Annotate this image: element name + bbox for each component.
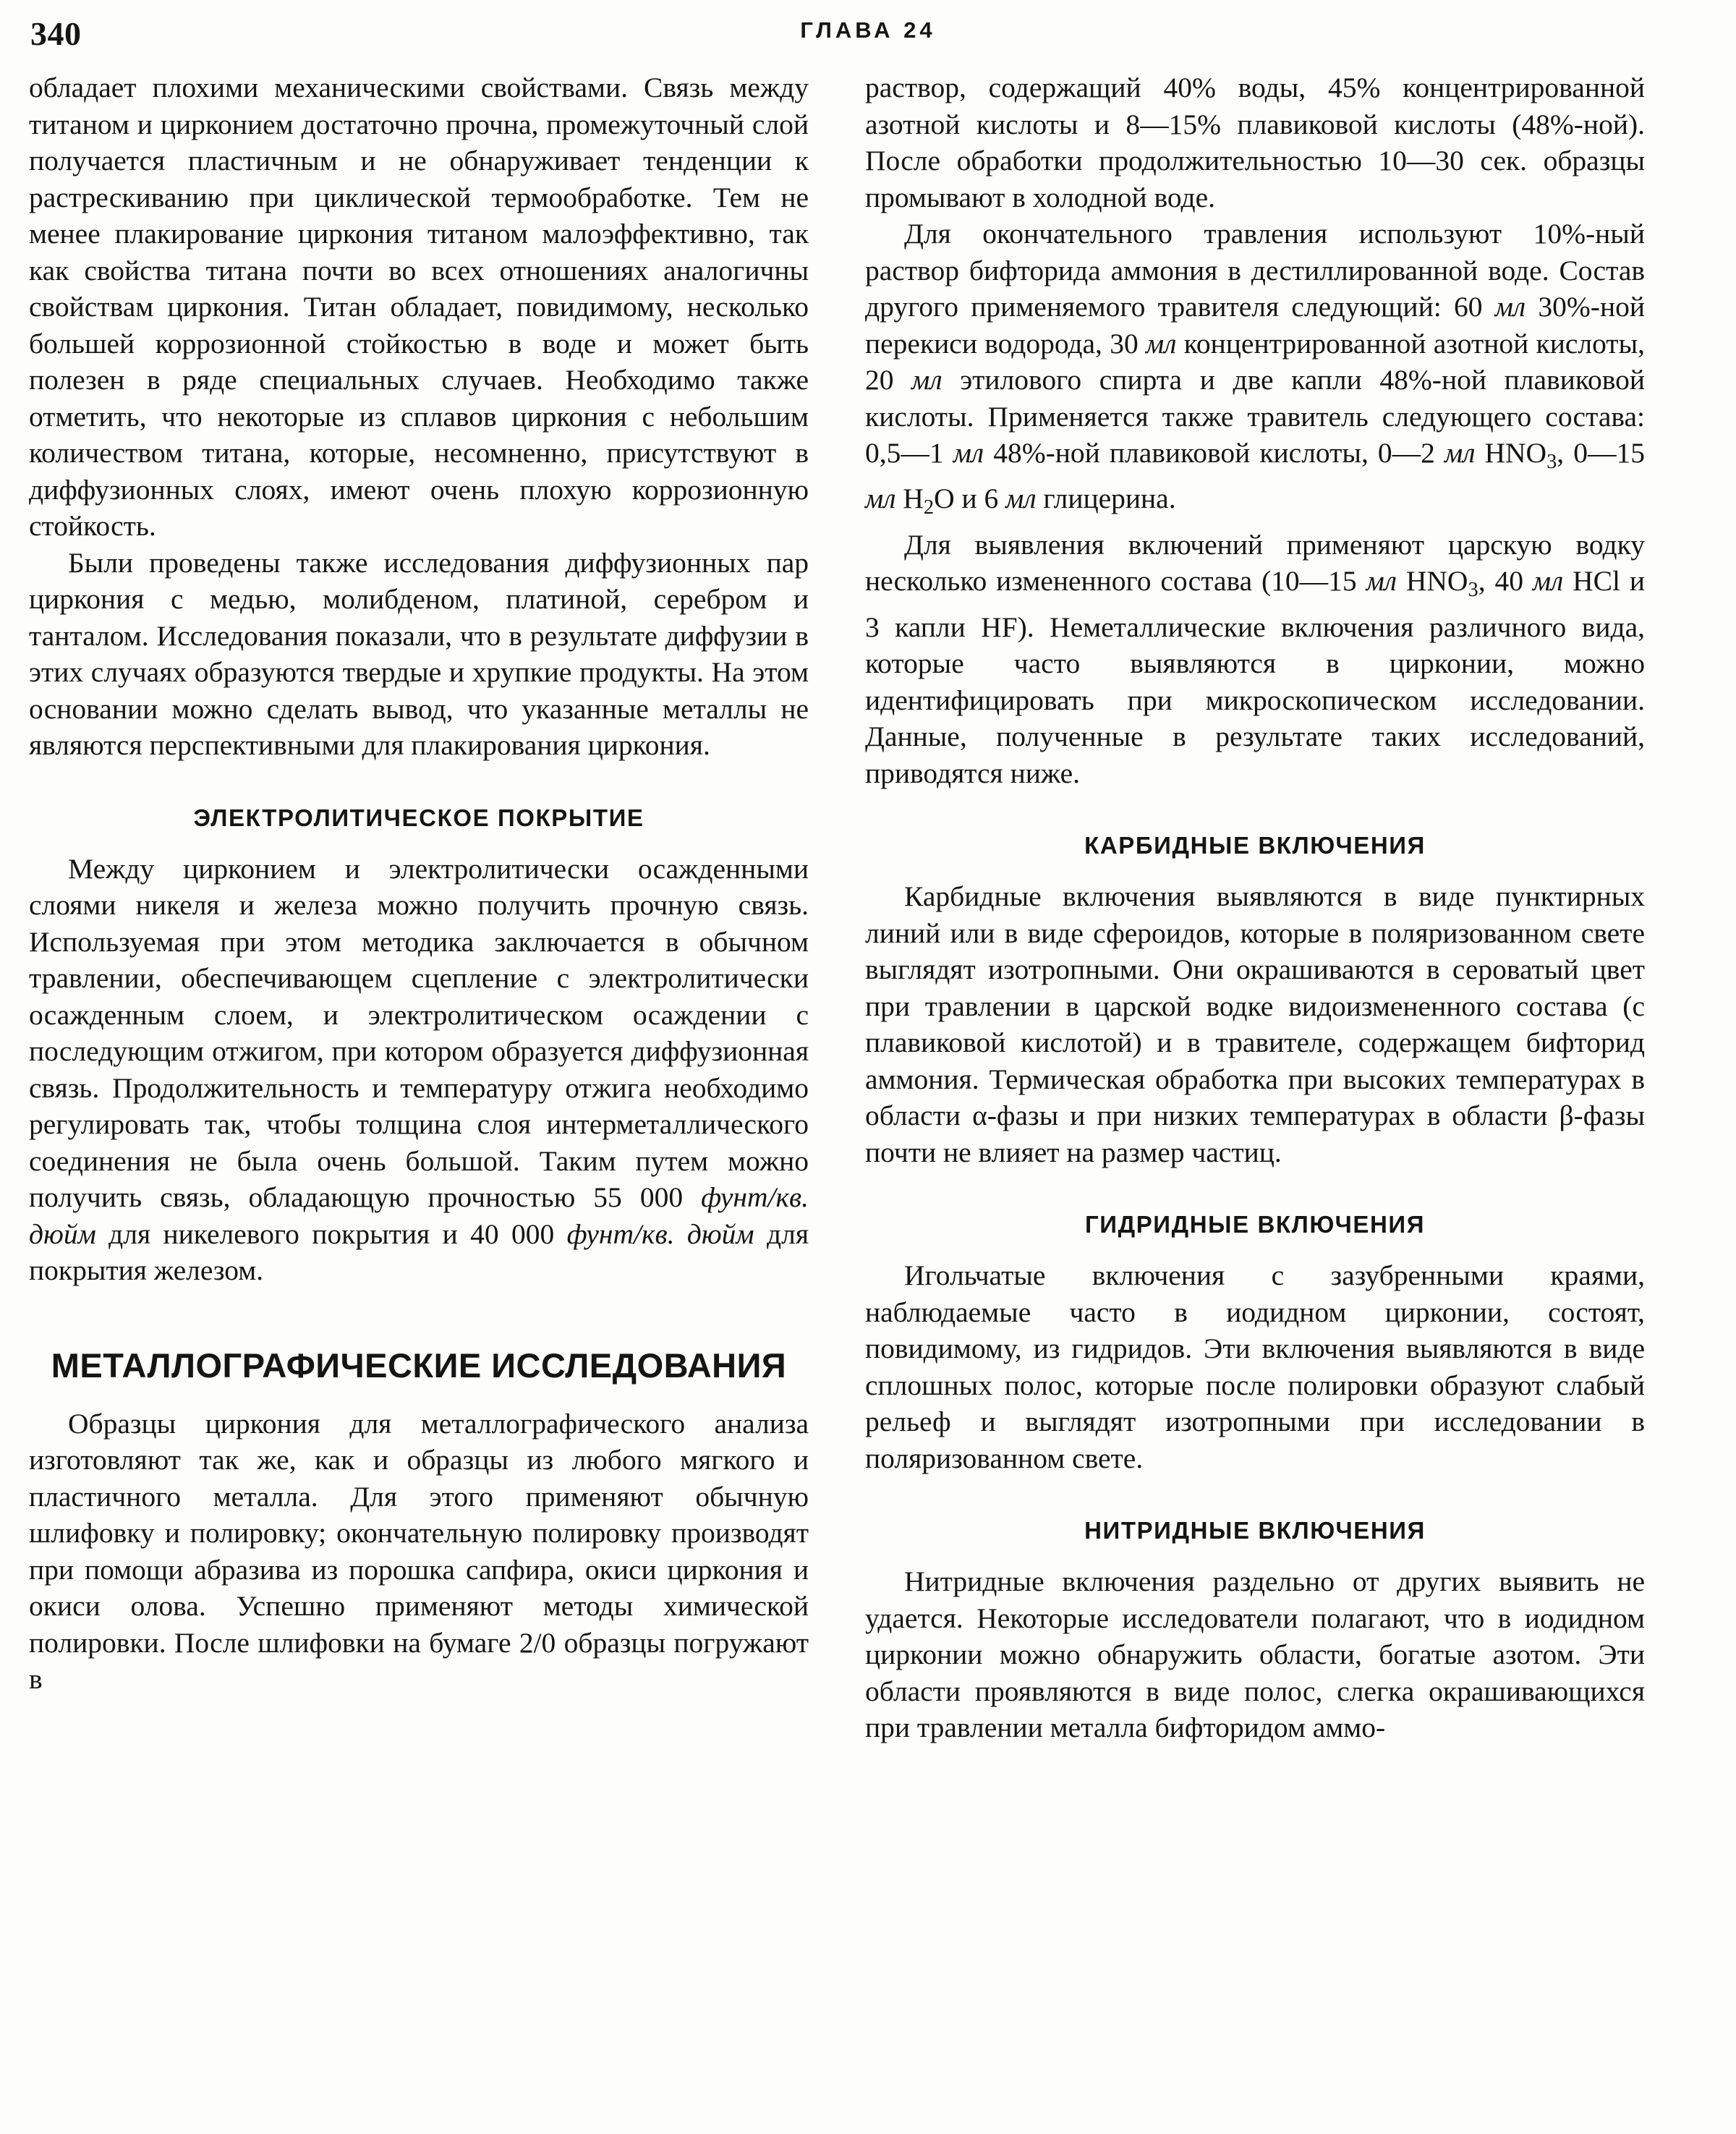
section-heading-hydride: ГИДРИДНЫЕ ВКЛЮЧЕНИЯ [1084,1211,1426,1238]
text-run: для покрытия железом. [29,1217,809,1286]
section-heading-metallography: МЕТАЛЛОГРАФИЧЕСКИЕ ИССЛЕДОВАНИЯ [51,1346,787,1385]
paragraph: раствор, содержащий 40% воды, 45% концентрированной азотной кислоты и 8—15% плавиковой кислоты (48%-ной). После обработки продолжительностью 10—30 сек. образцы промывают в холодной воде. [865,72,1645,213]
text-run: 48%-ной плавиковой кислоты, 0—2 [984,437,1444,469]
page-header [26,0,1710,69]
text-run-italic: мл [911,364,943,396]
text-run-italic: мл [1444,437,1476,469]
text-run: концентрированной азотной кислоты, 20 [865,327,1645,396]
paragraph-metallography: Образцы циркония для металлографического анализа изготовляют так же, как и образцы из любого мягкого и пластичного металла. Для этого применяют обычную шлифовку и полировку; окончательную полировку производят при помощи абразива из порошка сапфира, окиси циркония и окиси олова. Успешно применяют методы химической полировки. После шлифовки на бумаге 2/0 образцы погружают в [29,1407,809,1695]
paragraph-nitride: Нитридные включения раздельно от других выявить не удается. Некоторые исследователи полагают, что в иодидном цирконии можно обнаружить области, богатые азотом. Эти области проявляются в виде полос, слегка окрашивающихся при травлении металла бифторидом аммо- [865,1565,1645,1744]
paragraph-inclusions [865,527,1645,791]
text-run-italic: фунт/кв. дюйм [29,1181,809,1250]
text-run: 30%-ной перекиси водорода, 30 [865,291,1645,360]
paragraph-electrolytic [29,851,809,1289]
text-run: O и 6 [934,483,1006,515]
paragraph-etchant [865,216,1645,527]
page-number: 340 [30,15,82,52]
right-column [865,69,1645,1746]
text-run: Для окончательного травления используют 10%-ный раствор бифторида аммония в дестиллированной воде. Состав другого применяемого травителя следующий: 60 [865,218,1645,323]
text-run: глицерина. [1036,483,1176,515]
text-run: HNO [1397,565,1468,598]
text-run: HCl и 3 капли HF). Неметаллические включения различного вида, которые часто выявляются в цирконии, можно идентифицировать при микроскопическом исследовании. Данные, полученные в результате таких исследований, приводятся ниже. [865,565,1646,789]
paragraph-carbide: Карбидные включения выявляются в виде пунктирных линий или в виде сфероидов, которые в поляризованном свете выглядят изотропными. Они окрашиваются в сероватый цвет при травлении в царской водке видоизмененного состава (с плавиковой кислотой) и в травителе, содержащем бифторид аммония. Термическая обработка при высоких температурах в области α-фазы и при низких температурах в области β-фазы почти не влияет на размер частиц. [865,880,1645,1168]
page-columns [0,69,1736,1746]
text-run-italic: мл [1005,483,1037,515]
subscript: 3 [1468,579,1478,602]
text-run-italic: мл [865,483,896,515]
text-run-italic: фунт/кв. дюйм [566,1217,754,1250]
subscript: 3 [1546,450,1557,473]
text-run-italic: мл [1366,565,1397,598]
section-heading-electrolytic: ЭЛЕКТРОЛИТИЧЕСКОЕ ПОКРЫТИЕ [193,804,644,831]
text-run: Между цирконием и электролитически осажденными слоями никеля и железа можно получить прочную связь. Используемая при этом методика заключается в обычном травлении, обеспечивающем сцепление с электролитически осажденным слоем, и электролитическом осаждении с последующим отжигом, при котором образуется диффузионная связь. Продолжительность и температуру отжига необходимо регулировать так, чтобы толщина слоя интерметаллического соединения не была очень большой. Таким путем можно получить связь, обладающую прочностью 55 000 [29,852,809,1213]
section-heading-carbide: КАРБИДНЫЕ ВКЛЮЧЕНИЯ [1084,832,1426,859]
text-run: H [895,483,924,515]
paragraph-hydride: Игольчатые включения с зазубренными краями, наблюдаемые часто в иодидном цирконии, состоят, повидимому, из гидридов. Эти включения выявляются в виде сплошных полос, которые после полировки образуют слабый рельеф и выглядят изотропными при исследовании в поляризованном свете. [865,1259,1645,1474]
text-run-italic: мл [1145,327,1177,360]
text-run: этилового спирта и две капли 48%-ной плавиковой кислоты. Применяется также травитель следующего состава: 0,5—1 [865,364,1646,469]
text-run-italic: мл [1494,291,1526,323]
text-run: для никелевого покрытия и 40 000 [95,1217,567,1250]
left-column [29,69,809,1698]
text-run: HNO [1475,437,1547,469]
text-run-italic: мл [953,437,984,469]
text-run: Для выявления включений применяют царскую водку несколько измененного состава (10—15 [865,528,1645,598]
text-run-italic: мл [1532,565,1564,598]
text-run: , 40 [1478,565,1533,598]
text-run: , 0—15 [1557,437,1645,469]
paragraph: Были проведены также исследования диффузионных пар циркония с медью, молибденом, платиной, серебром и танталом. Исследования показали, что в результате диффузии в этих случаях образуются твердые и хрупкие продукты. На этом основании можно сделать вывод, что указанные металлы не являются перспективными для плакирования циркония. [29,546,809,761]
paragraph: обладает плохими механическими свойствами. Связь между титаном и цирконием достаточно прочна, промежуточный слой получается пластичным и не обнаруживает тенденции к растрескиванию при циклической термообработке. Тем не менее плакирование циркония титаном малоэффективно, так как свойства титана почти во всех отношениях аналогичны свойствам циркония. Титан обладает, повидимому, несколько большей коррозионной стойкостью в воде и может быть полезен в ряде специальных случаев. Необходимо также отметить, что некоторые из сплавов циркония с небольшим количеством титана, которые, несомненно, присутствуют в диффузионных слоях, имеют очень плохую коррозионную стойкость. [29,72,809,542]
running-head: ГЛАВА 24 [800,17,936,43]
subscript: 2 [923,496,935,519]
section-heading-nitride: НИТРИДНЫЕ ВКЛЮЧЕНИЯ [1084,1517,1426,1544]
